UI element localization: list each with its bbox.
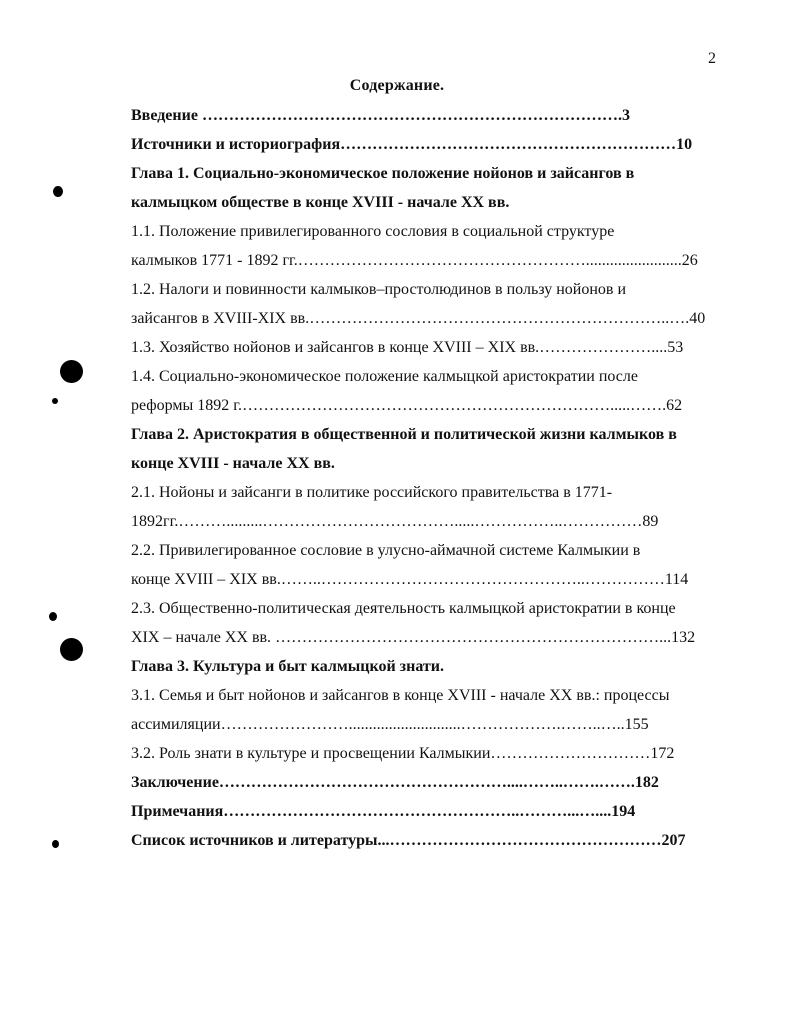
toc-entry-text: Глава 3. Культура и быт калмыцкой знати.: [131, 658, 444, 675]
scan-hole-punch: [60, 360, 83, 383]
toc-entry-page: 182: [634, 774, 659, 791]
toc-entry-text: 2.1. Нойоны и зайсанги в политике российского правительства в 1771-: [131, 484, 613, 501]
toc-leader-dots: …………………………………………………………..….: [309, 310, 690, 327]
toc-entry-text: 1.2. Налоги и повинности калмыков–простолюдинов в пользу нойонов и: [131, 281, 627, 298]
toc-entry-text: 1.1. Положение привилегированного сословия в социальной структуре: [131, 223, 615, 240]
toc-section-2-3[interactable]: [131, 594, 723, 623]
toc-section-2-1[interactable]: [131, 478, 723, 507]
toc-entry-page: 132: [671, 629, 696, 646]
toc-chapter-1-heading[interactable]: [131, 159, 723, 188]
toc-entry-text: 2.2. Привилегированное сословие в улусно-аймачной системе Калмыкии в: [131, 542, 641, 559]
page-number: 2: [708, 50, 716, 67]
toc-entry-text: ассимиляции: [131, 716, 221, 733]
toc-leader-dots: .……………………………………………: [385, 832, 662, 849]
toc-leader-dots: ………………………………………………..………...…....: [223, 803, 612, 820]
toc-leader-dots: ……………………............................……………….……..…..: [220, 716, 625, 733]
toc-entry-page: 53: [667, 339, 684, 356]
toc-chapter-3-heading[interactable]: [131, 652, 723, 681]
toc-entry-notes[interactable]: [131, 797, 723, 826]
toc-section-1-1-cont[interactable]: [131, 246, 723, 275]
toc-section-2-2[interactable]: [131, 536, 723, 565]
toc-entry-text: калмыков 1771 - 1892 гг.: [131, 252, 298, 269]
toc-entry-text: Список источников и литературы..: [131, 832, 386, 849]
scan-mark-dot: [52, 398, 58, 404]
toc-entry-page: 62: [666, 397, 683, 414]
toc-entry-text: Заключение: [131, 774, 219, 791]
toc-leader-dots: ………………………………………………………: [340, 136, 677, 153]
toc-section-3-1[interactable]: [131, 681, 723, 710]
scan-mark-dot: [52, 840, 59, 848]
toc-leader-dots: ……..…………………………………………..……………: [280, 571, 665, 588]
toc-entry-text: Глава 2. Аристократия в общественной и политической жизни калмыков в: [131, 426, 677, 443]
toc-leader-dots: …………………………: [490, 745, 651, 762]
toc-leader-dots: …………………………………………………………………….: [201, 107, 622, 124]
toc-leader-dots: ………………………………………………....……..…….…….: [218, 774, 635, 791]
toc-entry-text: Глава 1. Социально-экономическое положение нойонов и зайсангов в: [131, 165, 635, 182]
scan-mark-dot: [53, 186, 63, 197]
toc-entry-text: Введение: [131, 107, 198, 124]
toc-entry-page: 40: [689, 310, 706, 327]
toc-entry-text: 3.2. Роль знати в культуре и просвещении Калмыкии: [131, 745, 491, 762]
toc-leader-dots: ………………………………………………........................: [297, 252, 682, 269]
toc-entry-text: 2.3. Общественно-политическая деятельность калмыцкой аристократии в конце: [131, 600, 676, 617]
toc-entry-page: 155: [624, 716, 649, 733]
toc-entry-text: 1892гг.: [131, 513, 179, 530]
toc-entry-page: 194: [611, 803, 636, 820]
toc-entry-introduction[interactable]: [131, 101, 723, 130]
toc-entry-page: 114: [664, 571, 689, 588]
toc-entry-text: калмыцком обществе в конце XVIII - начале XX вв.: [131, 194, 510, 211]
toc-section-2-2-cont[interactable]: [131, 565, 723, 594]
toc-section-2-3-cont[interactable]: [131, 623, 723, 652]
toc-entry-bibliography[interactable]: [131, 826, 723, 855]
toc-entry-sources[interactable]: [131, 130, 723, 159]
toc-chapter-2-heading[interactable]: [131, 420, 723, 449]
toc-entry-text: конце XVIII - начале XX вв.: [131, 455, 335, 472]
toc-section-1-1[interactable]: [131, 217, 723, 246]
toc-leader-dots: …………………....: [539, 339, 668, 356]
toc-entry-text: зайсангов в XVIII-XIX вв.: [131, 310, 310, 327]
toc-chapter-1-heading-cont[interactable]: [131, 188, 723, 217]
toc-title: Содержание.: [349, 77, 445, 94]
toc-section-1-2[interactable]: [131, 275, 723, 304]
toc-section-1-4[interactable]: [131, 362, 723, 391]
toc-entry-text: Примечания: [131, 803, 224, 820]
toc-entry-text: XIX – начале XX вв.: [131, 629, 272, 646]
toc-entry-text: конце XVIII – XIX вв.: [131, 571, 281, 588]
toc-section-1-3[interactable]: [131, 333, 723, 362]
toc-section-1-4-cont[interactable]: [131, 391, 723, 420]
toc-entry-page: 10: [676, 136, 693, 153]
toc-entry-conclusion[interactable]: [131, 768, 723, 797]
toc-entry-text: 1.4. Социально-экономическое положение калмыцкой аристократии после: [131, 368, 638, 385]
toc-entry-text: 1.3. Хозяйство нойонов и зайсангов в конце XVIII – XIX вв.: [131, 339, 540, 356]
toc-chapter-2-heading-cont[interactable]: [131, 449, 723, 478]
toc-section-1-2-cont[interactable]: [131, 304, 723, 333]
toc-section-3-2[interactable]: [131, 739, 723, 768]
toc-entry-page: 26: [681, 252, 698, 269]
toc-entry-page: 89: [642, 513, 659, 530]
toc-leader-dots: ……….........……………………………….....……………..……………: [178, 513, 643, 530]
toc-entry-text: 3.1. Семья и быт нойонов и зайсангов в конце XVIII - начале XX вв.: процессы: [131, 687, 670, 704]
toc-leader-dots: …………………………………………………………….....…….: [242, 397, 667, 414]
toc-section-3-1-cont[interactable]: [131, 710, 723, 739]
table-of-contents: [131, 101, 723, 855]
toc-entry-page: 172: [650, 745, 675, 762]
toc-leader-dots: ………………………………………………………………...: [271, 629, 672, 646]
toc-entry-text: Источники и историография: [131, 136, 341, 153]
toc-entry-text: реформы 1892 г.: [131, 397, 243, 414]
toc-entry-page: 207: [661, 832, 686, 849]
toc-entry-page: 3: [621, 107, 630, 124]
scan-hole-punch: [60, 638, 83, 661]
toc-section-2-1-cont[interactable]: [131, 507, 723, 536]
scan-mark-dot: [49, 612, 57, 621]
